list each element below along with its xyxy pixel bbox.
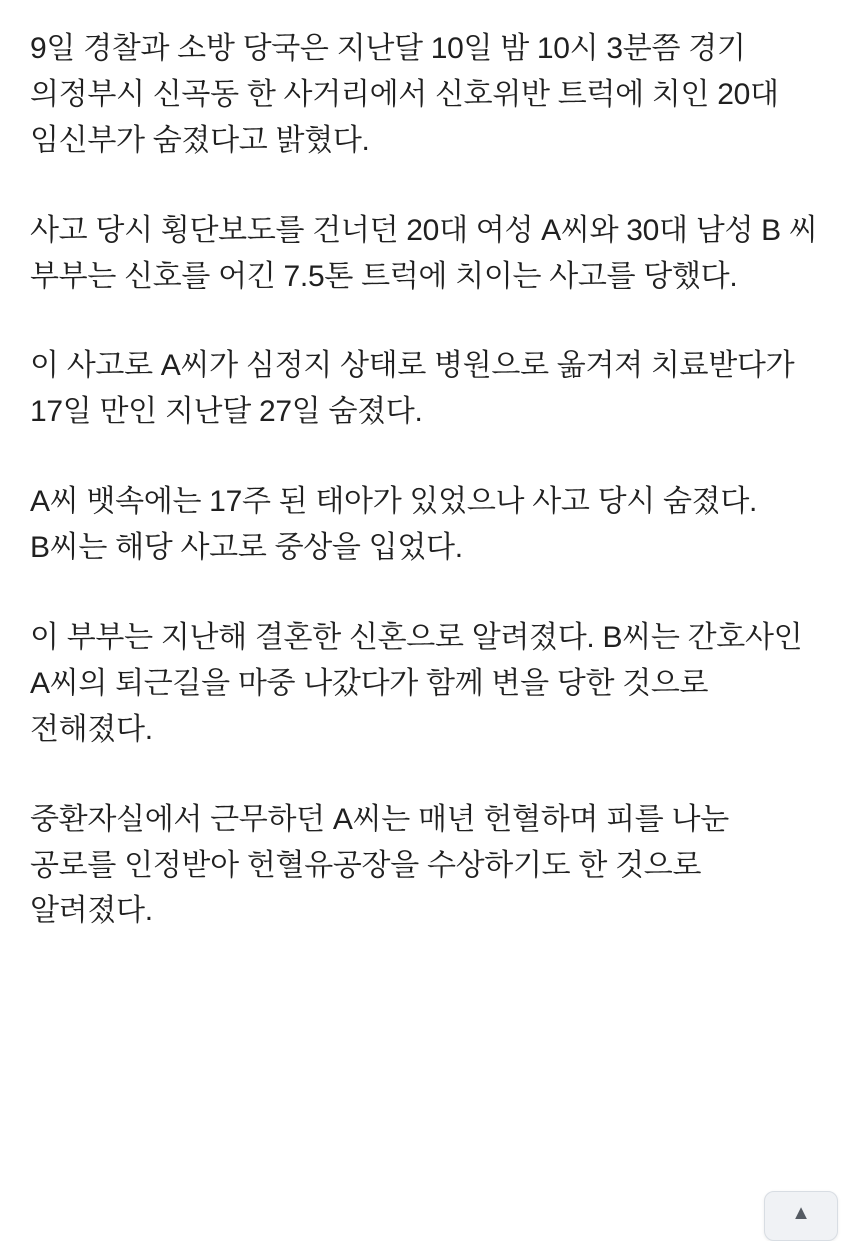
scroll-top-icon: ▲ — [791, 1202, 811, 1224]
article-paragraph: 이 사고로 A씨가 심정지 상태로 병원으로 옮겨져 치료받다가 17일 만인 지난달 27일 숨졌다. — [30, 349, 803, 429]
scroll-top-button[interactable] — [764, 1191, 838, 1241]
article-paragraph: 9일 경찰과 소방 당국은 지난달 10일 밤 10시 3분쯤 경기 의정부시 신곡동 한 사거리에서 신호위반 트럭에 치인 20대 임신부가 숨졌다고 밝혔다. — [30, 32, 787, 157]
article-paragraph: 이 부부는 지난해 결혼한 신혼으로 알려졌다. B씨는 간호사인 A씨의 퇴근길을 마중 나갔다가 함께 변을 당한 것으로 전해졌다. — [30, 621, 811, 746]
article-paragraph: 중환자실에서 근무하던 A씨는 매년 헌혈하며 피를 나눈 공로를 인정받아 헌혈유공장을 수상하기도 한 것으로 알려졌다. — [30, 802, 737, 928]
article-paragraph: 사고 당시 횡단보도를 건너던 20대 여성 A씨와 30대 남성 B 씨 부부는 신호를 어긴 7.5톤 트럭에 치이는 사고를 당했다. — [30, 213, 826, 293]
article-paragraph: A씨 뱃속에는 17주 된 태아가 있었으나 사고 당시 숨졌다. B씨는 해당 사고로 중상을 입었다. — [30, 485, 766, 565]
